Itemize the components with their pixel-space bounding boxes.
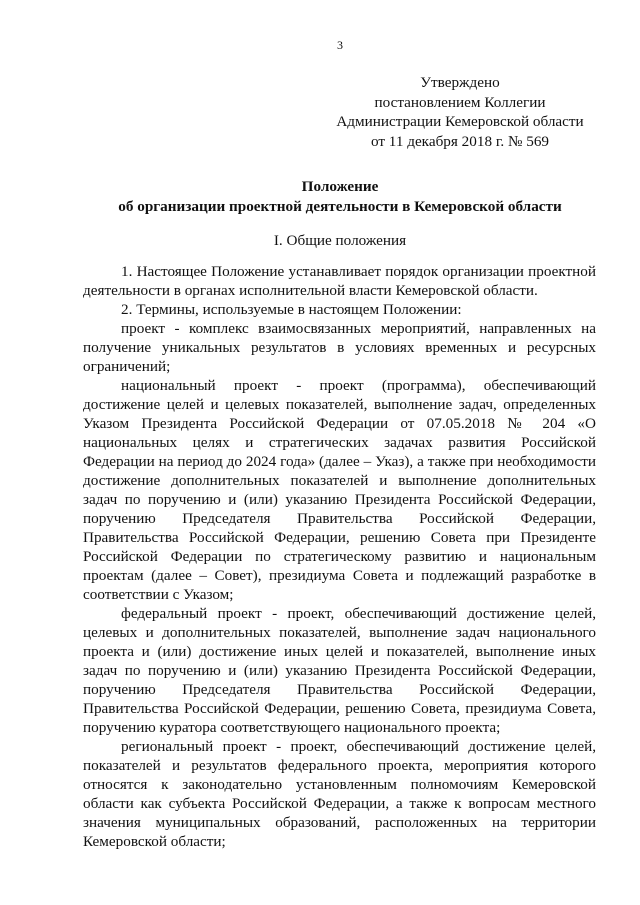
document-body	[83, 262, 596, 851]
approval-line: Утверждено	[420, 74, 500, 91]
title-line: Положение	[301, 178, 379, 195]
page-number: 3	[337, 38, 343, 52]
document-title	[84, 177, 596, 217]
approval-line: постановлением Коллегии	[374, 93, 546, 111]
approval-line: от 11 декабря 2018 г. № 569	[370, 132, 550, 150]
approval-line: Администрации Кемеровской области	[336, 113, 584, 130]
section-heading: I. Общие положения	[273, 232, 407, 249]
paragraph: 2. Термины, используемые в настоящем Положении:	[121, 301, 462, 318]
approval-stamp	[330, 73, 590, 151]
title-line: об организации проектной деятельности в Кемеровской области	[118, 198, 562, 215]
paragraph: 1. Настоящее Положение устанавливает порядок организации проектной деятельности в органах исполнительной власти Кемеровской области.	[83, 263, 596, 299]
paragraph: проект - комплекс взаимосвязанных мероприятий, направленных на получение уникальных результатов в условиях временных и ресурсных ограничений;	[83, 320, 596, 375]
paragraph: региональный проект - проект, обеспечивающий достижение целей, показателей и результатов федерального проекта, мероприятия которого относятся к законодательно установленным полномочиям Кемеровской области как субъекта Российской Федерации, а также к вопросам местного значения муниципальных образований, расположенных на территории Кемеровской области;	[83, 738, 596, 850]
paragraph: федеральный проект - проект, обеспечивающий достижение целей, целевых и дополнительных показателей, выполнение задач национального проекта и (или) достижение иных целей и показателей, выполнение иных задач по поручению и (или) указанию Президента Российской Федерации, поручению Председателя Правительства Российской Федерации, Правительства Российской Федерации, решению Совета, президиума Совета, поручению куратора соответствующего национального проекта;	[83, 605, 596, 736]
paragraph: национальный проект - проект (программа), обеспечивающий достижение целей и целевых показателей, выполнение задач, определенных Указом Президента Российской Федерации от 07.05.2018 № 204 «О национальных целях и стратегических задачах развития Российской Федерации на период до 2024 года» (далее – Указ), а также при необходимости достижение дополнительных показателей и выполнение дополнительных задач по поручению и (или) указанию Президента Российской Федерации, поручению Председателя Правительства Российской Федерации, Правительства Российской Федерации, решению Совета при Президенте Российской Федерации по стратегическому развитию и национальным проектам (далее – Совет), президиума Совета и подлежащий разработке в соответствии с Указом;	[83, 377, 596, 603]
